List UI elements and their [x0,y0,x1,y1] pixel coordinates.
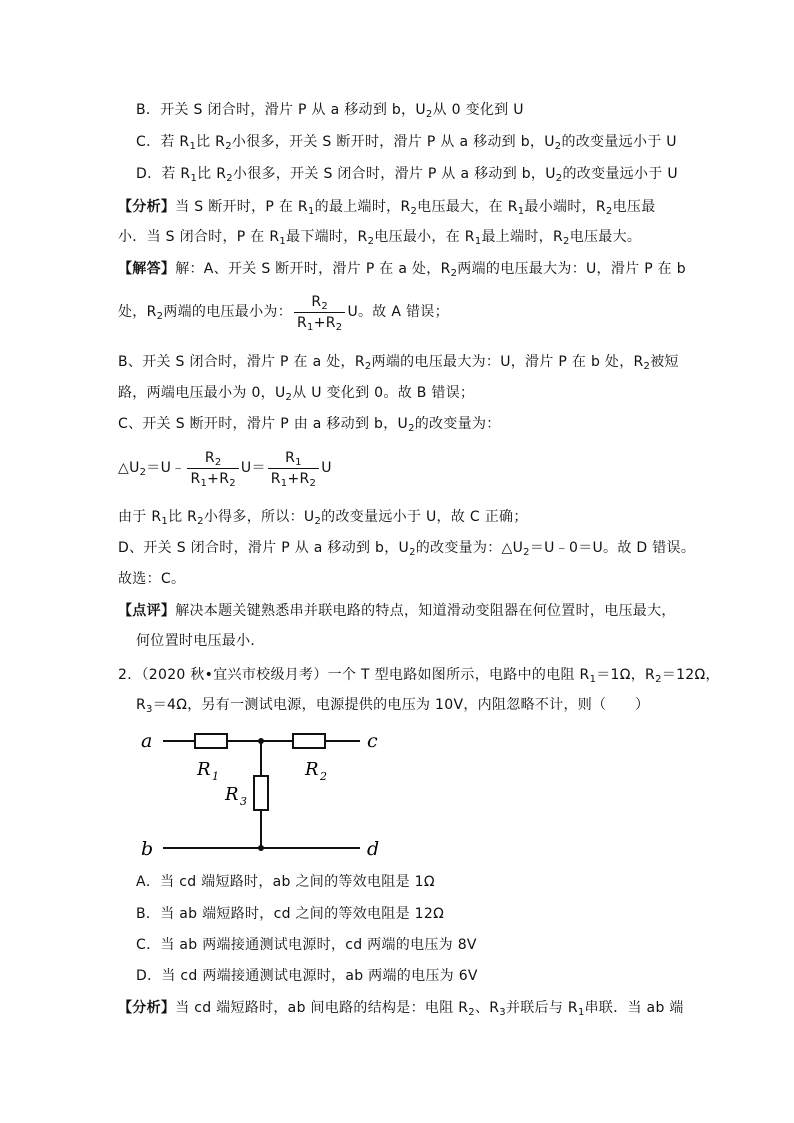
sub: 2 [335,321,343,333]
r2-label-sub: 2 [320,770,327,783]
text: 两端的电压最大为：U，滑片 P 在 b [457,261,686,277]
sub: 2 [425,109,433,120]
sub: 3 [499,1007,506,1018]
text: A．当 cd 端短路时，ab 之间的等效电阻是 1Ω [136,874,435,890]
sub: 2 [605,206,613,217]
question-2-option-d [136,966,478,986]
text: 当 S 断开时，P 在 R [175,199,308,215]
sub: 2 [314,516,322,527]
text: B．当 ab 端短路时，cd 之间的等效电阻是 12Ω [136,906,445,922]
comment-line-2 [136,631,265,651]
text: 比 R [196,134,226,150]
analysis-line-1 [118,197,656,217]
sub: 2 [408,423,415,434]
text: 故选：C。 [118,571,186,587]
sub: 2 [321,300,329,312]
sub: 2 [225,141,232,152]
text: U＝ [240,460,266,476]
text: 电压最小，在 R [374,229,475,245]
sub: 2 [563,236,570,247]
sub: 2 [309,477,317,489]
fraction-r2-over-r1-r2 [294,294,345,331]
comment-line-1 [118,601,676,621]
sub: 1 [517,206,525,217]
denominator [294,313,345,331]
text: 2．（2020 秋•宜兴市校级月考）一个 T 型电路如图所示，电路中的电阻 R [118,667,590,683]
text: 串联．当 ab 端 [584,1000,684,1016]
option-b-text: B．开关 S 闭合时，滑片 P 从 a 移动到 b，U [136,102,426,118]
text: + [313,314,326,331]
text: 何位置时电压最小． [136,633,265,649]
sub: 2 [226,173,233,184]
text: 从 U 变化到 0。故 B 错误； [292,385,475,401]
text: 小得多，所以：U [203,509,315,525]
text: C．若 R [136,134,190,150]
text: 两端的电压最小为： [163,304,293,320]
text: D．当 cd 两端接通测试电源时，ab 两端的电压为 6V [136,968,478,984]
text: R [297,314,308,331]
text: 的最上端时，R [314,199,411,215]
text: 解决本题关键熟悉串并联电路的特点，知道滑动变阻器在何位置时，电压最大， [175,603,676,619]
text: 小很多，开关 S 闭合时，滑片 P 从 a 移动到 b，U [232,166,556,182]
text: 比 R [197,166,227,182]
sub: 1 [474,236,482,247]
answer-line-7 [118,538,695,558]
text: 比 R [168,509,198,525]
sub: 1 [189,141,197,152]
text: + [207,470,220,487]
answer-line-6 [118,507,528,527]
text: B、开关 S 闭合时，滑片 P 在 a 处，R [118,354,365,370]
text: 解：A、开关 S 断开时，滑片 P 在 a 处，R [175,261,451,277]
text: 最小端时，R [524,199,606,215]
t-circuit-diagram [135,722,395,862]
text: 电压最大。 [569,229,642,245]
numerator [294,294,345,313]
text: 的改变量远小于 U [562,166,678,182]
sub: 2 [409,547,416,558]
sub: 1 [307,206,315,217]
text: D、开关 S 闭合时，滑片 P 从 a 移动到 b，U [118,540,410,556]
terminal-d-label: d [367,838,380,860]
text: ＝4Ω，另有一测试电源，电源提供的电压为 10V，内阻忽略不计，则（ ） [152,697,650,713]
sub: 1 [589,674,597,685]
fraction-r1 [268,450,319,487]
analysis-tag: 【分析】 [118,1000,176,1016]
text: 的改变量为： [414,416,501,432]
numerator [268,450,319,469]
text: 最上端时，R [481,229,564,245]
text: 由于 R [118,509,162,525]
text: U [321,460,332,476]
text: R [270,470,281,487]
answer-line-4 [118,383,474,403]
answer-line-2 [118,292,449,332]
question-2-option-a [136,872,435,892]
junction-top [258,738,264,744]
text: 的改变量远小于 U [561,134,677,150]
sub: 2 [655,674,662,685]
text: C、开关 S 断开时，滑片 P 由 a 移动到 b，U [118,416,409,432]
question-2-analysis [118,998,684,1018]
terminal-b-label: b [141,838,154,860]
comment-tag: 【点评】 [118,603,176,619]
r1-label: R [197,759,211,780]
analysis-tag: 【分析】 [118,199,176,215]
answer-line-3 [118,352,679,372]
sub: 2 [214,456,222,468]
text: R [136,697,147,713]
text: R [311,293,322,310]
text: D．若 R [136,166,191,182]
text: 最下端时，R [286,229,368,245]
text: R [299,470,310,487]
resistor-r1 [195,734,227,748]
option-d [136,164,678,184]
r1-label-sub: 1 [212,770,219,783]
answer-tag: 【解答】 [118,261,176,277]
sub: 1 [577,1007,585,1018]
text: 两端的电压最大为：U，滑片 P 在 b 处，R [371,354,644,370]
text: △U [118,460,140,476]
text: 并联后与 R [505,1000,578,1016]
sub: 1 [280,477,288,489]
numerator [187,450,238,469]
answer-line-8 [118,569,185,589]
text: 的改变量远小于 U，故 C 正确； [321,509,528,525]
sub: 3 [146,704,153,715]
sub: 1 [200,477,208,489]
text: R [219,470,230,487]
text: ＝1Ω，R [596,667,656,683]
sub: 2 [156,311,164,322]
junction-bottom [258,845,264,851]
question-2-option-b [136,904,444,924]
option-b [136,100,524,120]
text: + [287,470,300,487]
sub: 2 [554,141,562,152]
text: 路，两端电压最小为 0，U [118,385,286,401]
text: C．当 ab 两端接通测试电源时，cd 两端的电压为 8V [136,937,477,953]
text: ＝U﹣ [146,460,186,476]
sub: 1 [295,456,302,468]
sub: 2 [450,268,458,279]
text: R [325,314,336,331]
text: 小很多，开关 S 断开时，滑片 P 从 a 移动到 b，U [231,134,555,150]
r2-label: R [305,759,319,780]
sub: 2 [139,467,147,478]
terminal-c-label: c [367,730,378,752]
r3-label-sub: 3 [240,795,247,808]
denominator [187,469,238,487]
equation-delta-u2 [118,448,332,488]
sub: 1 [279,236,287,247]
text: R [285,449,296,466]
text: 的改变量为：△U [415,540,524,556]
option-c [136,132,677,152]
resistor-r3 [254,776,268,810]
text: ＝12Ω， [661,667,720,683]
analysis-line-2 [118,227,641,247]
sub: 2 [555,173,563,184]
text: U。故 A 错误； [347,304,449,320]
question-2-stem-1 [118,665,720,685]
answer-line-1 [118,259,686,279]
question-2-stem-2 [136,695,649,715]
text: 被短 [650,354,679,370]
sub: 2 [523,547,530,558]
sub: 2 [468,1007,475,1018]
r3-label: R [225,784,239,805]
sub: 2 [364,361,372,372]
fraction-r2 [187,450,238,487]
text: 当 cd 端短路时，ab 间电路的结构是：电阻 R [175,1000,469,1016]
option-b-tail: 从 0 变化到 U [432,102,524,118]
denominator [268,469,319,487]
text: R [204,449,215,466]
sub: 2 [410,206,418,217]
text: ＝U﹣0＝U。故 D 错误。 [529,540,696,556]
resistor-r2 [293,734,325,748]
text: 小．当 S 闭合时，P 在 R [118,229,280,245]
text: 处，R [118,304,157,320]
text: 电压最大，在 R [417,199,518,215]
answer-line-5 [118,414,501,434]
question-2-option-c [136,935,477,955]
sub: 1 [307,321,314,333]
sub: 2 [197,516,204,527]
text: 电压最 [612,199,656,215]
text: 、R [474,1000,500,1016]
sub: 1 [190,173,198,184]
sub: 1 [161,516,169,527]
sub: 2 [229,477,236,489]
terminal-a-label: a [141,730,153,752]
sub: 2 [367,236,375,247]
sub: 2 [643,361,651,372]
sub: 2 [285,392,293,403]
text: R [190,470,201,487]
